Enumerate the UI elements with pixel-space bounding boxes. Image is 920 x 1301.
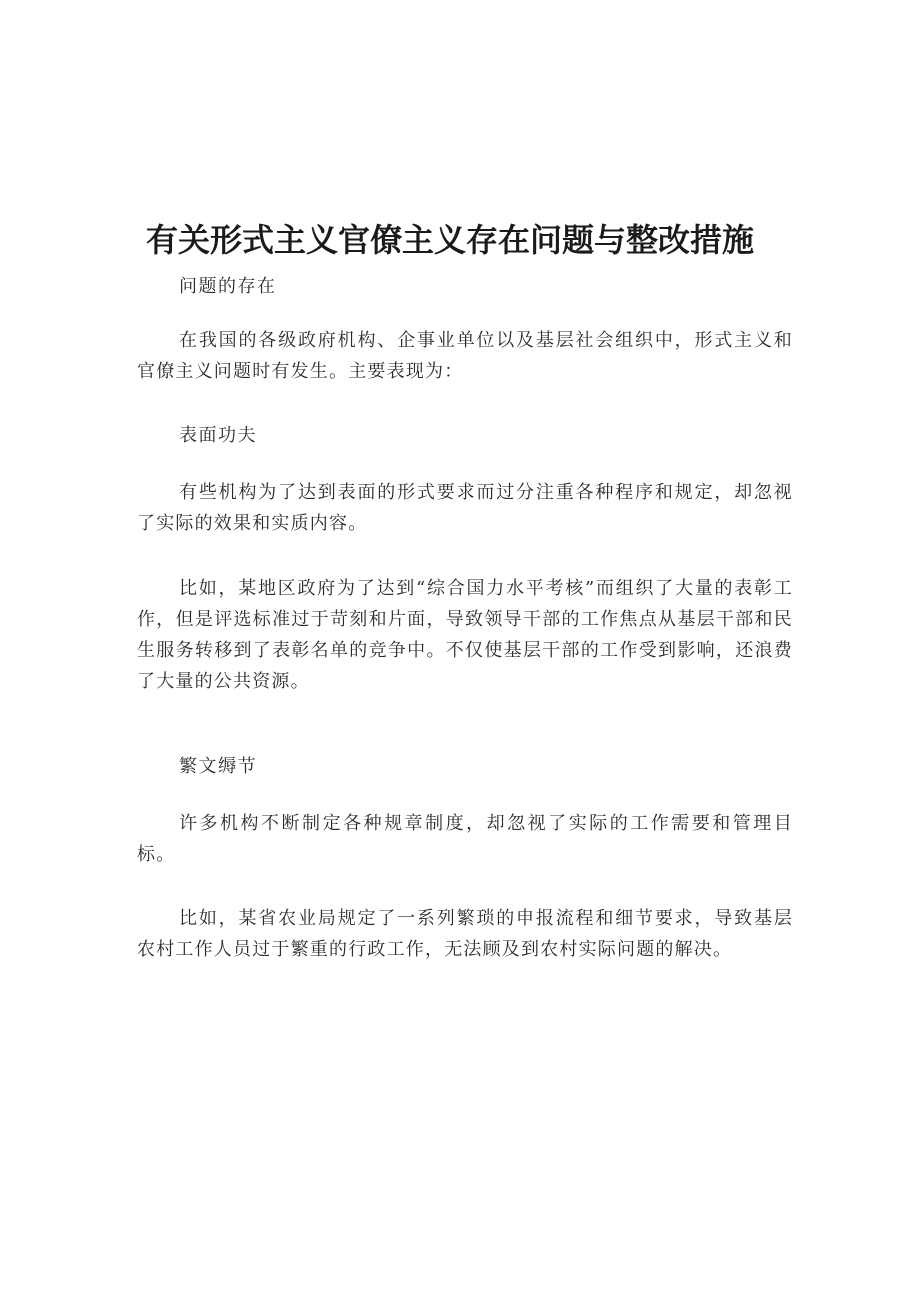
paragraph-superficial-example: 比如，某地区政府为了达到“综合国力水平考核”而组织了大量的表彰工作，但是评选标准过于苛刻和片面，导致领导干部的工作焦点从基层干部和民生服务转移到了表彰名单的竞争中。不仅使基层干部的工作受到影响，还浪费了大量的公共资源。 xyxy=(137,578,793,692)
paragraph-red-tape-example: 比如，某省农业局规定了一系列繁琐的申报流程和细节要求，导致基层农村工作人员过于繁重的行政工作，无法顾及到农村实际问题的解决。 xyxy=(137,908,793,960)
section-heading-superficial: 表面功夫 xyxy=(179,425,257,446)
paragraph-superficial: 有些机构为了达到表面的形式要求而过分注重各种程序和规定，却忽视了实际的效果和实质内容。 xyxy=(137,482,793,534)
document-title: 有关形式主义官僚主义存在问题与整改措施 xyxy=(145,221,754,259)
section-heading-problems: 问题的存在 xyxy=(179,276,277,297)
paragraph-intro: 在我国的各级政府机构、企事业单位以及基层社会组织中，形式主义和官僚主义问题时有发生。主要表现为： xyxy=(137,330,793,382)
paragraph-red-tape: 许多机构不断制定各种规章制度，却忽视了实际的工作需要和管理目标。 xyxy=(137,813,793,865)
section-heading-red-tape: 繁文缛节 xyxy=(179,756,257,777)
